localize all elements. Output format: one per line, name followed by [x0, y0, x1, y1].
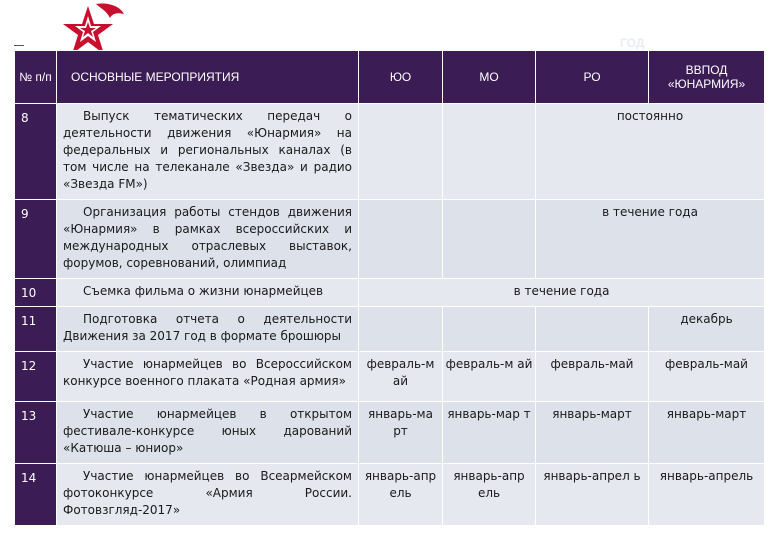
table-header-row [15, 51, 765, 104]
row-number: 8 [15, 104, 57, 200]
row-number: 13 [15, 402, 57, 464]
period-cell: в течение года [536, 200, 765, 279]
period-cell: в течение года [359, 279, 765, 307]
period-yuo: январь-апр ель [359, 464, 443, 526]
period-mo: февраль-м ай [443, 352, 536, 402]
table-row [15, 307, 765, 352]
row-number: 14 [15, 464, 57, 526]
row-number: 10 [15, 279, 57, 307]
events-table [14, 50, 765, 526]
event-text: Участие юнармейцев во Всероссийском конкурсе военного плаката «Родная армия» [57, 352, 359, 402]
event-text: Подготовка отчета о деятельности Движения за 2017 год в формате брошюры [57, 307, 359, 352]
header-yuo: ЮО [359, 51, 443, 104]
period-vvpod: февраль-май [649, 352, 765, 402]
period-yuo: февраль-м ай [359, 352, 443, 402]
period-mo: январь-мар т [443, 402, 536, 464]
divider [14, 45, 24, 46]
header-num: № п/п [15, 51, 57, 104]
header-mo: МО [443, 51, 536, 104]
period-yuo: январь-ма рт [359, 402, 443, 464]
event-text: Участие юнармейцев в открытом фестивале-конкурсе юных дарований «Катюша – юниор» [57, 402, 359, 464]
table-row [15, 200, 765, 279]
event-text: Выпуск тематических передач о деятельности движения «Юнармия» на федеральных и региональных каналах (в том числе на телеканале «Звезда» и радио «Звезда FM») [57, 104, 359, 200]
table-row [15, 402, 765, 464]
row-number: 9 [15, 200, 57, 279]
period-vvpod: январь-март [649, 402, 765, 464]
table-row [15, 279, 765, 307]
header-vvpod: ВВПОД «ЮНАРМИЯ» [649, 51, 765, 104]
event-text: Участие юнармейцев во Всеармейском фотоконкурсе «Армия России. Фотовзгляд-2017» [57, 464, 359, 526]
table-row [15, 464, 765, 526]
eagle-wing-shape [96, 3, 124, 18]
row-number: 11 [15, 307, 57, 352]
table-row [15, 352, 765, 402]
period-vvpod: январь-апрель [649, 464, 765, 526]
period-ro: январь-март [536, 402, 649, 464]
period-ro: январь-апрел ь [536, 464, 649, 526]
header-events: ОСНОВНЫЕ МЕРОПРИЯТИЯ [57, 51, 359, 104]
event-text: Организация работы стендов движения «Юнармия» в рамках всероссийских и международных отраслевых выставок, форумов, соревнований, олимпиад [57, 200, 359, 279]
period-cell: постоянно [536, 104, 765, 200]
event-text: Съемка фильма о жизни юнармейцев [57, 279, 359, 307]
period-ro: февраль-май [536, 352, 649, 402]
period-vvpod: декабрь [649, 307, 765, 352]
row-number: 12 [15, 352, 57, 402]
header-ro: РО [536, 51, 649, 104]
year-ghost-text: ГОД [620, 36, 645, 50]
period-mo: январь-апр ель [443, 464, 536, 526]
table-row [15, 104, 765, 200]
